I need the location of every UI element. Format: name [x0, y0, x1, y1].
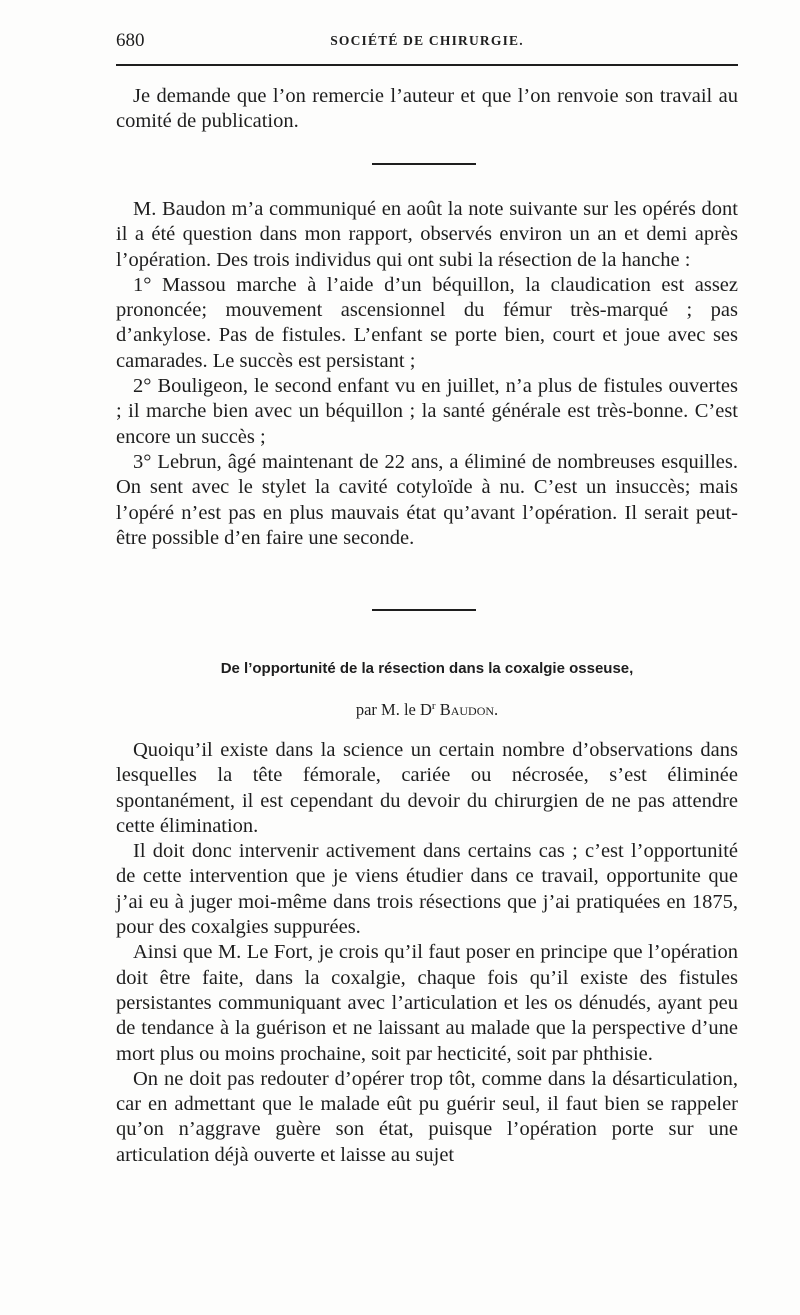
header-rule: [116, 64, 738, 66]
separator-rule: [372, 609, 476, 611]
article-paragraph: Ainsi que M. Le Fort, je crois qu’il faut poser en principe que l’opération doit être faite, dans la coxalgie, chaque fois qu’il existe des fistules persistantes communiquant avec l’articulation et les os dénudés, ayant peu de tendance à la guérison et ne laissant au malade que la perspective d’une mort plus ou moins prochaine, soit par hecticité, soit par phthisie.: [116, 941, 738, 1065]
note-paragraph: M. Baudon m’a communiqué en août la note suivante sur les opérés dont il a été question dans mon rapport, observés environ un an et demi après l’opération. Des trois individus qui ont subi la résection de la hanche :: [116, 198, 738, 271]
byline-superscript: r: [431, 700, 436, 712]
article-title: De l’opportunité de la résection dans la coxalgie osseuse,: [220, 660, 634, 677]
byline-prefix: par M. le D: [355, 700, 432, 719]
article-paragraph: Il doit donc intervenir activement dans certains cas ; c’est l’opportunité de cette intervention que je viens étudier dans ce travail, opportunite que j’ai eu à juger moi-même dans trois résections que j’ai pratiquées en 1875, pour des coxalgies suppurées.: [116, 840, 738, 939]
note-text: [116, 197, 738, 551]
article-paragraph: On ne doit pas redouter d’opérer trop tôt, comme dans la désarticulation, car en admettant que le malade eût pu guérir seul, il faut bien se rappeler qu’on n’aggrave guère son état, puisque l’opération porte sur une articulation déjà ouverte et laisse au sujet: [116, 1067, 738, 1166]
page-number: 680: [116, 30, 145, 51]
note-paragraph: 2° Bouligeon, le second enfant vu en juillet, n’a plus de fistules ouvertes ; il marche bien avec un béquillon ; la santé générale est très-bonne. C’est encore un succès ;: [116, 375, 738, 448]
note-paragraph: 1° Massou marche à l’aide d’un béquillon, la claudication est assez prononcée; mouvement ascensionnel du fémur très-marqué ; pas d’ankylose. Pas de fistules. L’enfant se porte bien, court et joue avec ses camarades. Le succès est persistant ;: [116, 273, 738, 372]
separator-rule: [372, 163, 476, 165]
page-header: [116, 30, 738, 58]
intro-text: [116, 84, 738, 135]
running-head: SOCIÉTÉ DE CHIRURGIE.: [330, 33, 524, 48]
intro-paragraph: Je demande que l’on remercie l’auteur et que l’on renvoie son travail au comité de publication.: [116, 85, 738, 133]
note-paragraph: 3° Lebrun, âgé maintenant de 22 ans, a éliminé de nombreuses esquilles. On sent avec le stylet la cavité cotyloïde à nu. C’est un insuccès; mais l’opéré n’est pas en plus mauvais état qu’avant l’opération. Il serait peut-être possible d’en faire une seconde.: [116, 450, 738, 549]
article-paragraph: Quoiqu’il existe dans la science un certain nombre d’observations dans lesquelles la tête fémorale, cariée ou nécrosée, s’est éliminée spontanément, il est cependant du devoir du chirurgien de ne pas attendre cette élimination.: [116, 739, 738, 837]
byline-author: Baudon.: [439, 700, 499, 719]
article-body: [116, 738, 738, 1168]
article-byline: [116, 700, 738, 720]
